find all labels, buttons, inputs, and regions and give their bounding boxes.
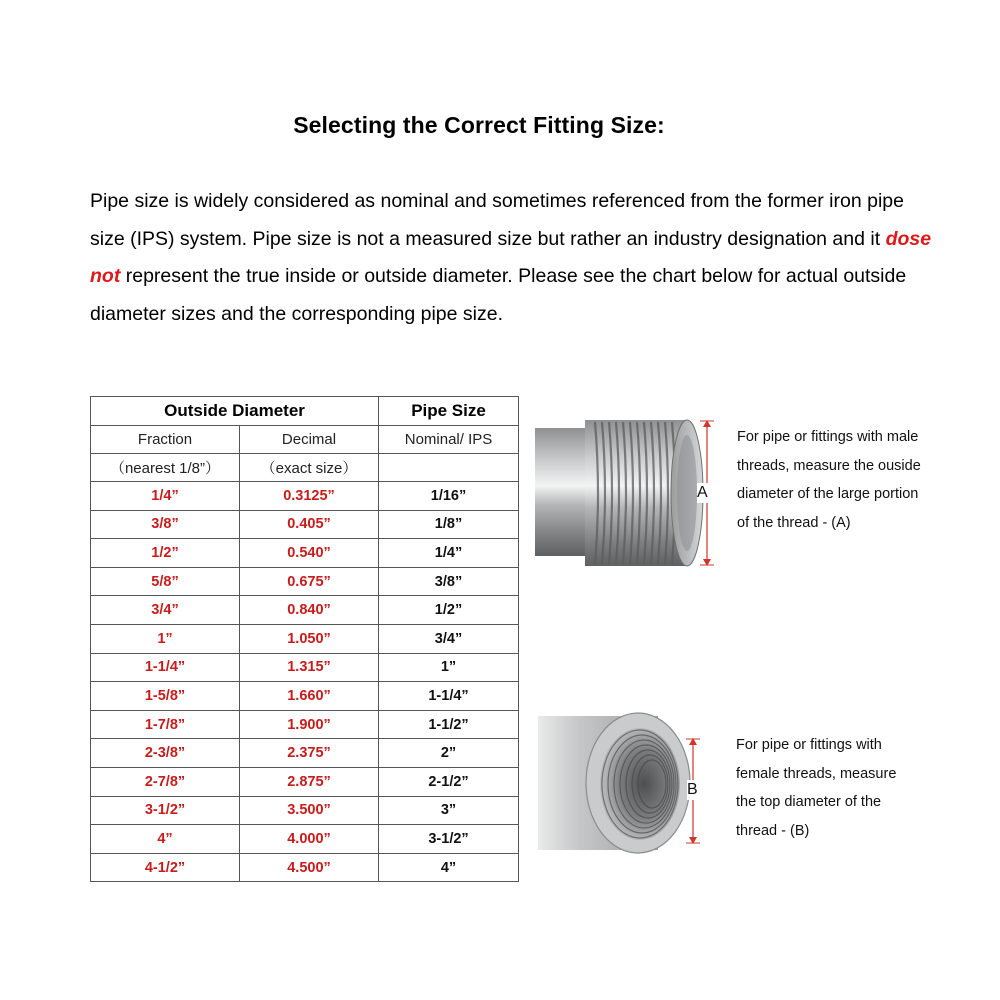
cell-pipe-size: 2” (379, 739, 519, 768)
table-row (91, 596, 519, 625)
cell-pipe-size: 1” (379, 653, 519, 682)
cell-decimal: 1.900” (240, 710, 379, 739)
female-text-line: For pipe or fittings with (736, 737, 882, 753)
table-row (91, 739, 519, 768)
table-row (91, 796, 519, 825)
cell-pipe-size: 3/8” (379, 567, 519, 596)
cell-fraction: 2-7/8” (91, 767, 240, 796)
cell-decimal: 2.375” (240, 739, 379, 768)
table-row (91, 567, 519, 596)
header-fraction-sub: （nearest 1/8”） (91, 454, 240, 482)
cell-decimal: 1.660” (240, 682, 379, 711)
cell-decimal: 0.840” (240, 596, 379, 625)
header-pipe-size: Pipe Size (379, 397, 519, 426)
header-decimal-sub: （exact size） (240, 454, 379, 482)
header-outside-diameter: Outside Diameter (91, 397, 379, 426)
table-row (91, 539, 519, 568)
intro-text-1: Pipe size is widely considered as nominal and sometimes referenced from the former iron pipe size (IPS) system. Pipe size is not a measured size but rather an industry designation and it (90, 190, 904, 250)
female-text-line: the top diameter of the (736, 794, 882, 810)
cell-decimal: 1.050” (240, 624, 379, 653)
cell-fraction: 1/2” (91, 539, 240, 568)
cell-fraction: 1-1/4” (91, 653, 240, 682)
table-row (91, 510, 519, 539)
intro-text-2: represent the true inside or outside diameter. Please see the chart below for actual outside diameter sizes and the corresponding pipe size. (90, 265, 907, 325)
male-text-line: For pipe or fittings with male (737, 429, 919, 445)
page-title: Selecting the Correct Fitting Size: (293, 112, 665, 138)
intro-paragraph (90, 183, 940, 333)
cell-pipe-size: 4” (379, 853, 519, 882)
cell-fraction: 1/4” (91, 482, 240, 511)
cell-fraction: 1” (91, 624, 240, 653)
male-fitting-image (535, 418, 715, 568)
header-nominal: Nominal/ IPS (379, 426, 519, 454)
female-thread-instructions (736, 731, 896, 845)
cell-decimal: 1.315” (240, 653, 379, 682)
cell-pipe-size: 1-1/2” (379, 710, 519, 739)
cell-fraction: 1-7/8” (91, 710, 240, 739)
cell-pipe-size: 2-1/2” (379, 767, 519, 796)
cell-pipe-size: 1/8” (379, 510, 519, 539)
table-row (91, 482, 519, 511)
cell-pipe-size: 3/4” (379, 624, 519, 653)
cell-decimal: 0.405” (240, 510, 379, 539)
female-text-line: female threads, measure (736, 765, 897, 782)
cell-fraction: 4” (91, 825, 240, 854)
dimension-label-b: B (687, 781, 698, 798)
cell-fraction: 3-1/2” (91, 796, 240, 825)
table-row (91, 653, 519, 682)
table-row (91, 853, 519, 882)
male-text-line: diameter of the large portion (737, 486, 919, 502)
male-text-line: of the thread - (A) (737, 514, 851, 531)
cell-fraction: 1-5/8” (91, 682, 240, 711)
cell-decimal: 4.000” (240, 825, 379, 854)
cell-pipe-size: 1/4” (379, 539, 519, 568)
cell-decimal: 0.540” (240, 539, 379, 568)
cell-fraction: 5/8” (91, 567, 240, 596)
cell-pipe-size: 3” (379, 796, 519, 825)
male-text-line: threads, measure the ouside (737, 457, 921, 474)
female-text-line: thread - (B) (736, 822, 810, 839)
cell-pipe-size: 3-1/2” (379, 825, 519, 854)
header-fraction: Fraction (91, 426, 240, 454)
intro-highlight: dose not (90, 227, 932, 287)
table-row (91, 767, 519, 796)
cell-decimal: 4.500” (240, 853, 379, 882)
cell-decimal: 3.500” (240, 796, 379, 825)
cell-pipe-size: 1/16” (379, 482, 519, 511)
cell-fraction: 3/8” (91, 510, 240, 539)
cell-pipe-size: 1-1/4” (379, 682, 519, 711)
female-fitting-image (538, 708, 693, 858)
table-row (91, 825, 519, 854)
cell-fraction: 2-3/8” (91, 739, 240, 768)
table-row (91, 682, 519, 711)
cell-decimal: 0.3125” (240, 482, 379, 511)
header-decimal: Decimal (240, 426, 379, 454)
cell-fraction: 3/4” (91, 596, 240, 625)
cell-decimal: 0.675” (240, 567, 379, 596)
cell-decimal: 2.875” (240, 767, 379, 796)
male-thread-instructions (737, 423, 921, 537)
table-row (91, 710, 519, 739)
cell-fraction: 4-1/2” (91, 853, 240, 882)
dimension-label-a: A (697, 484, 708, 501)
table-row (91, 624, 519, 653)
header-nominal-sub (379, 454, 519, 482)
size-chart-table (90, 396, 519, 882)
cell-pipe-size: 1/2” (379, 596, 519, 625)
